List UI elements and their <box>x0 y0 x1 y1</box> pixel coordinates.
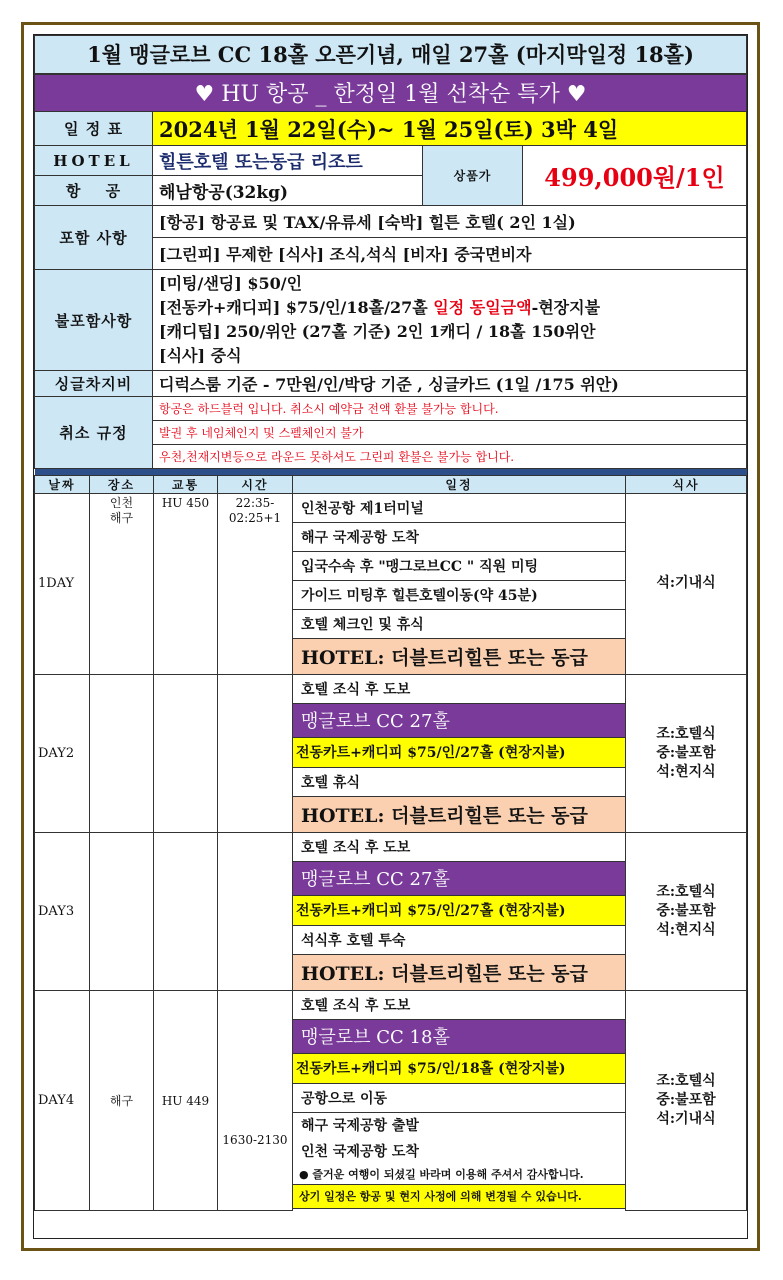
cancel-label: 취소 규정 <box>35 397 153 469</box>
included-label: 포함 사항 <box>35 206 153 270</box>
day3-place <box>90 832 154 990</box>
included-line-1: [항공] 항공료 및 TAX/유류세 [숙박] 힐튼 호텔( 2인 1실) <box>153 206 747 238</box>
excluded-line-1: [미팅/샌딩] $50/인 <box>159 274 303 293</box>
day1-item: 해구 국제공항 도착 <box>293 522 626 551</box>
day4-item: 호텔 조식 후 도보 <box>293 990 626 1019</box>
day4-item: 공항으로 이동 <box>293 1083 626 1112</box>
day2-place <box>90 674 154 832</box>
day2-meal: 조:호텔식 중:불포함 석:현지식 <box>626 674 747 832</box>
day4-meal: 조:호텔식 중:불포함 석:기내식 <box>626 990 747 1210</box>
document <box>33 34 748 1239</box>
cancel-line-2: 발권 후 네임체인지 및 스펠체인지 불가 <box>153 421 747 445</box>
day2-label: DAY2 <box>35 674 90 832</box>
day2-hotel: HOTEL: 더블트리힐튼 또는 동급 <box>293 796 626 832</box>
col-place: 장소 <box>90 475 154 493</box>
day3-golf: 맹글로브 CC 27홀 <box>293 861 626 895</box>
included-line-2: [그린피] 무제한 [식사] 조식,석식 [비자] 중국면비자 <box>153 238 747 270</box>
day3-meal: 조:호텔식 중:불포함 석:현지식 <box>626 832 747 990</box>
day1-item: 인천공항 제1터미널 <box>293 493 626 522</box>
excluded-line-3: [캐디팁] 250/위안 (27홀 기준) 2인 1캐디 / 18홀 150위안 <box>159 322 596 341</box>
day1-item: 호텔 체크인 및 휴식 <box>293 609 626 638</box>
price-label: 상품가 <box>423 146 523 206</box>
day3-transport <box>154 832 218 990</box>
day4-footer-note: 상기 일정은 항공 및 현지 사정에 의해 변경될 수 있습니다. <box>293 1184 626 1208</box>
day4-item: 해구 국제공항 출발 <box>293 1112 626 1138</box>
day2-transport <box>154 674 218 832</box>
schedule-label: 일 정 표 <box>35 112 153 146</box>
single-value: 디럭스룸 기준 - 7만원/인/박당 기준 , 싱글카드 (1일 /175 위안) <box>153 371 747 397</box>
info-table <box>34 35 747 475</box>
itinerary-table <box>34 475 747 1211</box>
hotel-value: 힐튼호텔 또는동급 리조트 <box>153 146 423 176</box>
excluded-block <box>153 270 747 371</box>
day4-place: 해구 <box>90 990 154 1210</box>
airline-label: 항 공 <box>35 176 153 206</box>
single-label: 싱글차지비 <box>35 371 153 397</box>
outer-frame <box>21 22 760 1251</box>
day2-item: 호텔 휴식 <box>293 767 626 796</box>
day2-time <box>218 674 293 832</box>
cancel-line-1: 항공은 하드블럭 입니다. 취소시 예약금 전액 환불 불가능 합니다. <box>153 397 747 421</box>
excluded-label: 불포함사항 <box>35 270 153 371</box>
day4-note: ● 즐거운 여행이 되셨길 바라며 이용해 주셔서 감사합니다. <box>293 1164 626 1184</box>
cancel-line-3: 우천,천재지변등으로 라운드 못하셔도 그린피 환불은 불가능 합니다. <box>153 445 747 469</box>
hotel-label: HOTEL <box>35 146 153 176</box>
day4-item: 인천 국제공항 도착 <box>293 1138 626 1164</box>
day4-time: 1630-2130 <box>218 990 293 1210</box>
price-value: 499,000원/1인 <box>523 146 747 206</box>
day2-item: 호텔 조식 후 도보 <box>293 674 626 703</box>
excluded-line-4: [식사] 중식 <box>159 346 242 365</box>
page-title: 1월 맹글로브 CC 18홀 오픈기념, 매일 27홀 (마지막일정 18홀) <box>35 36 747 74</box>
day4-label: DAY4 <box>35 990 90 1210</box>
col-time: 시간 <box>218 475 293 493</box>
day4-spacer <box>293 1208 626 1210</box>
day3-label: DAY3 <box>35 832 90 990</box>
day4-cart: 전동카트+캐디피 $75/인/18홀 (현장지불) <box>293 1053 626 1083</box>
day2-cart: 전동카트+캐디피 $75/인/27홀 (현장지불) <box>293 737 626 767</box>
day4-transport: HU 449 <box>154 990 218 1210</box>
day4-golf: 맹글로브 CC 18홀 <box>293 1019 626 1053</box>
col-itinerary: 일정 <box>293 475 626 493</box>
day1-item: 입국수속 후 "맹그로브CC " 직원 미팅 <box>293 551 626 580</box>
day1-meal: 석:기내식 <box>626 493 747 674</box>
excluded-line-2c: -현장지불 <box>531 298 601 317</box>
day1-hotel: HOTEL: 더블트리힐튼 또는 동급 <box>293 638 626 674</box>
day3-time <box>218 832 293 990</box>
col-transport: 교통 <box>154 475 218 493</box>
col-date: 날짜 <box>35 475 90 493</box>
promo-banner: ♥ HU 항공 _ 한정일 1월 선착순 특가 ♥ <box>35 74 747 112</box>
day3-item: 석식후 호텔 투숙 <box>293 925 626 954</box>
day3-cart: 전동카트+캐디피 $75/인/27홀 (현장지불) <box>293 895 626 925</box>
schedule-value: 2024년 1월 22일(수)~ 1월 25일(토) 3박 4일 <box>153 112 747 146</box>
day2-golf: 맹글로브 CC 27홀 <box>293 703 626 737</box>
day1-time: 22:35- 02:25+1 <box>218 493 293 674</box>
excluded-same-price: 일정 동일금액 <box>433 298 532 317</box>
day1-transport: HU 450 <box>154 493 218 674</box>
day1-place: 인천 해구 <box>90 493 154 674</box>
day3-item: 호텔 조식 후 도보 <box>293 832 626 861</box>
day3-hotel: HOTEL: 더블트리힐튼 또는 동급 <box>293 954 626 990</box>
col-meal: 식사 <box>626 475 747 493</box>
excluded-line-2 <box>159 296 746 320</box>
day1-label: 1DAY <box>35 493 90 674</box>
excluded-line-2a: [전동카+캐디피] $75/인/18홀/27홀 <box>159 298 434 317</box>
day1-item: 가이드 미팅후 힐튼호텔이동(약 45분) <box>293 580 626 609</box>
airline-value: 해남항공(32kg) <box>153 176 423 206</box>
